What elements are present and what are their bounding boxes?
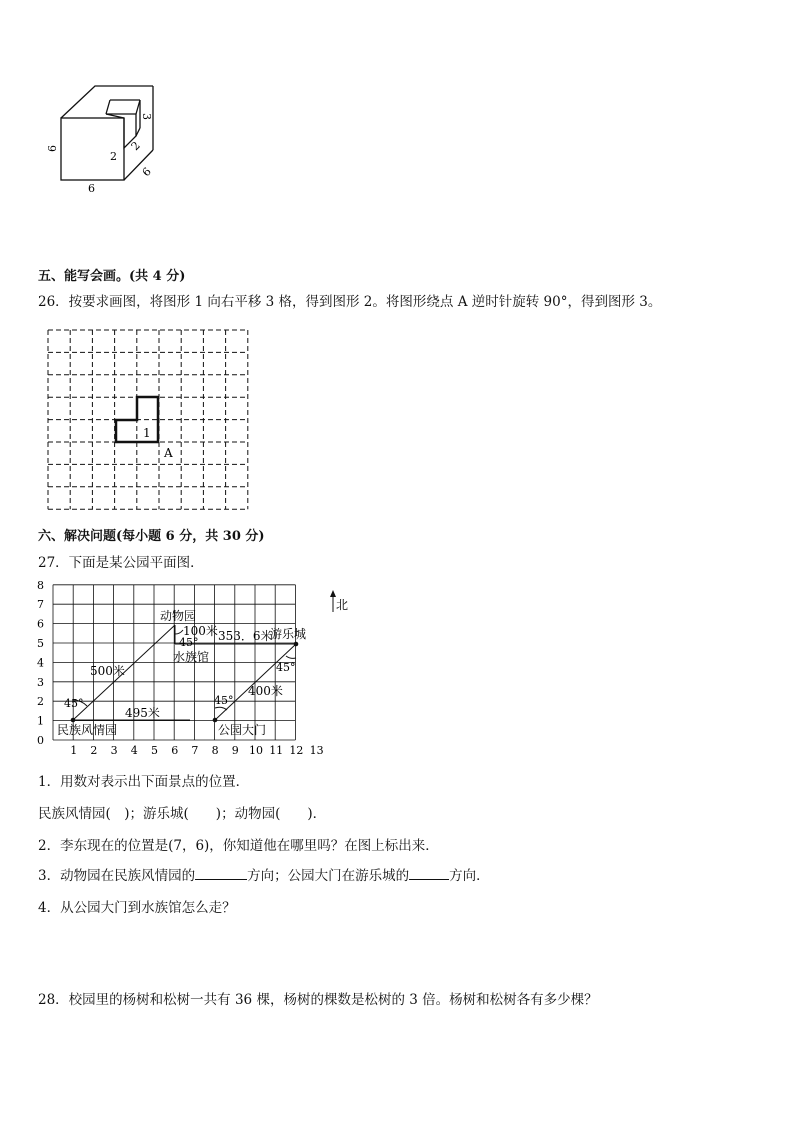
question-28: 28．校园里的杨树和松树一共有 36 棵，杨树的棵数是松树的 3 倍。杨树和松树各有多少棵？ bbox=[38, 992, 598, 1008]
y-tick-label: 4 bbox=[37, 656, 44, 670]
shape-1-label: 1 bbox=[143, 426, 151, 440]
section6-heading: 六、解决问题(每小题 6 分，共 30 分) bbox=[38, 529, 265, 544]
x-tick-label: 5 bbox=[151, 744, 158, 757]
sub-question-3-part-a: 3．动物园在民族风情园的 bbox=[38, 868, 196, 884]
y-tick-label: 8 bbox=[37, 578, 44, 592]
dim-notch-height: 3 bbox=[140, 113, 153, 120]
x-tick-label: 9 bbox=[231, 744, 239, 757]
angle-gate: 45° bbox=[214, 694, 234, 707]
north-label: 北 bbox=[336, 598, 349, 612]
solid-figure bbox=[40, 78, 170, 198]
x-tick-label: 4 bbox=[130, 744, 138, 757]
sub-question-2: 2．李东现在的位置是(7，6)，你知道他在哪里吗？在图上标出来． bbox=[38, 838, 439, 854]
x-tick-label: 2 bbox=[90, 744, 98, 757]
question-27: 27．下面是某公园平面图． bbox=[38, 555, 204, 571]
y-tick-label: 7 bbox=[37, 598, 44, 612]
sub-question-1: 1．用数对表示出下面景点的位置． bbox=[38, 774, 250, 790]
x-tick-label: 10 bbox=[249, 744, 263, 757]
zoo-label: 动物园 bbox=[160, 609, 197, 623]
y-tick-label: 3 bbox=[37, 675, 44, 689]
dim-depth: 6 bbox=[139, 164, 154, 180]
dim-width: 6 bbox=[88, 182, 95, 195]
angle-zoo: 45° bbox=[179, 636, 199, 649]
x-tick-label: 12 bbox=[289, 744, 304, 757]
question-26: 26．按要求画图，将图形 1 向右平移 3 格，得到图形 2。将图形绕点 A 逆时针旋转 90°，得到图形 3。 bbox=[38, 294, 662, 310]
x-tick-label: 13 bbox=[309, 744, 324, 757]
distance-400: 400米 bbox=[248, 684, 283, 698]
y-tick-label: 0 bbox=[37, 734, 44, 747]
distance-100: 100米 bbox=[183, 624, 218, 638]
y-tick-label: 2 bbox=[37, 695, 44, 709]
gate-label: 公园大门 bbox=[218, 723, 267, 737]
grid-26 bbox=[40, 325, 260, 515]
dim-notch-width: 2 bbox=[110, 150, 117, 163]
section5-heading: 五、能写会画。(共 4 分) bbox=[38, 269, 186, 284]
distance-495: 495米 bbox=[125, 706, 160, 720]
x-tick-label: 11 bbox=[269, 744, 284, 757]
dim-notch-depth: 2 bbox=[128, 138, 143, 154]
angle-ethnic: 45° bbox=[64, 697, 84, 710]
y-tick-label: 6 bbox=[37, 617, 44, 631]
y-tick-label: 5 bbox=[37, 637, 44, 650]
sub-question-3 bbox=[38, 864, 490, 884]
sub-question-4: 4．从公园大门到水族馆怎么走？ bbox=[38, 900, 236, 916]
x-tick-label: 3 bbox=[110, 744, 118, 757]
dim-height: 6 bbox=[46, 145, 59, 152]
x-tick-label: 7 bbox=[191, 744, 199, 757]
park-map bbox=[30, 578, 370, 758]
x-tick-label: 8 bbox=[211, 744, 219, 757]
distance-500: 500米 bbox=[90, 664, 125, 678]
answer-blank-2[interactable] bbox=[409, 868, 449, 880]
answer-blank-1[interactable] bbox=[195, 868, 247, 880]
sub-question-3-part-c: 方向． bbox=[449, 868, 490, 884]
playground-label: 游乐城 bbox=[270, 627, 307, 641]
aquarium-label: 水族馆 bbox=[173, 650, 210, 664]
point-a-label: A bbox=[164, 446, 173, 460]
angle-playground: 45° bbox=[276, 661, 296, 674]
x-tick-label: 6 bbox=[171, 744, 179, 757]
y-tick-label: 1 bbox=[37, 714, 44, 728]
sub-question-1-answers: 民族风情园( )；游乐城( )；动物园( )． bbox=[38, 806, 327, 822]
sub-question-3-part-b: 方向；公园大门在游乐城的 bbox=[247, 868, 410, 884]
distance-353: 353．6米 bbox=[218, 629, 273, 643]
ethnic-garden-label: 民族风情园 bbox=[57, 723, 118, 737]
x-tick-label: 1 bbox=[70, 744, 78, 757]
